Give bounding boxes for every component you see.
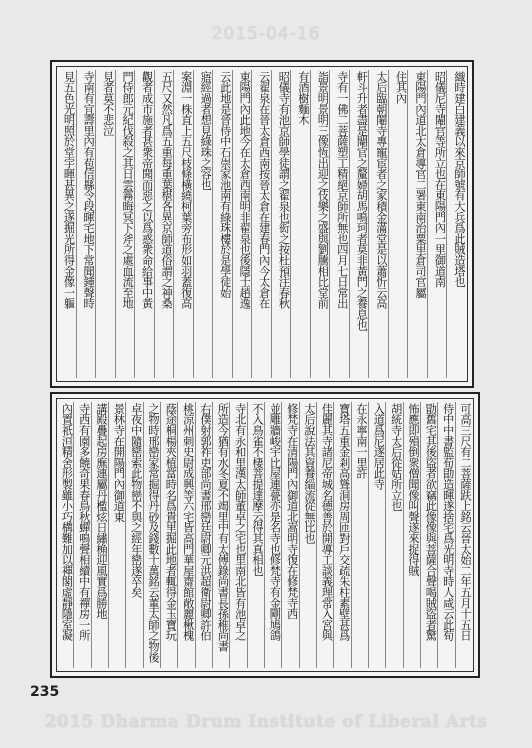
- text-column: 觀者成市施者甚衆帝聞而惡之以爲惑衆命給事中黃: [140, 71, 154, 309]
- text-column: 云此地是晉侍中石崇家池南有綠珠樓於是學徒始: [218, 71, 232, 298]
- text-column: 可高三尺有二菩薩趺上銘云晉太始二年五月十五日: [459, 403, 472, 641]
- text-column: 胡統寺太后從姑所立也: [389, 403, 403, 512]
- column-rule: [290, 70, 291, 378]
- column-rule: [316, 402, 317, 668]
- text-column: 在永寧南一里許: [355, 403, 368, 479]
- column-rule: [403, 402, 404, 668]
- column-rule: [437, 402, 438, 668]
- text-column: 之物時邢巒家常掘得丹砂及錢數十萬銘云董太師之物後: [147, 403, 160, 663]
- column-rule: [368, 402, 369, 668]
- bottom-text-panel: [50, 392, 480, 678]
- column-rule: [108, 402, 109, 668]
- column-rule: [154, 70, 155, 378]
- text-column: 入道爲尼遂居此寺: [372, 403, 386, 490]
- column-rule: [446, 70, 447, 378]
- text-column: 寺有一佛二菩薩塑工精絕京師所無也四月七日常出: [335, 71, 349, 309]
- text-column: 右僕射郭祚吏部尚書邢巒廷尉卿元洪超衛尉卿許伯: [199, 403, 212, 641]
- column-rule: [427, 70, 428, 378]
- column-rule: [212, 70, 213, 378]
- column-rule: [115, 70, 116, 378]
- text-column: 講殿疊起房廡連屬丹檻炫日繡桷迎風實爲勝地: [95, 403, 108, 620]
- column-rule: [455, 402, 456, 668]
- column-rule: [351, 402, 352, 668]
- top-panel-inner-border: [56, 66, 468, 382]
- text-column: 寶塔五重金剎高聳洞房周匝對戶交疏朱柱素壁甚爲: [337, 403, 351, 641]
- column-rule: [281, 402, 282, 668]
- text-column: 侍中中書監荀勖造暉遂捨宅爲光明寺時人咸云此荀: [441, 403, 455, 641]
- column-rule: [143, 402, 144, 668]
- text-column: 修梵寺在清陽門內御道北嵩明寺復在修梵寺西: [285, 403, 299, 620]
- text-column: 昭儀寺有池京師學徒謂之翟泉也衒之按杜預注春秋: [277, 71, 291, 309]
- text-column: 織時建白建義以來京師號有大兵爲此賊造塔也: [453, 71, 466, 288]
- text-column: 太后臨朝閹寺專寵宦者之家積金滿堂是以蕭忻云高: [374, 71, 388, 309]
- column-rule: [91, 402, 92, 668]
- column-rule: [329, 70, 330, 378]
- column-rule: [134, 70, 135, 378]
- bottom-panel-inner-border: [56, 398, 474, 672]
- text-column: 軒斗升者盡是閹官之釐婦胡馬鳴珂者莫非黃門之養息也: [355, 71, 369, 331]
- text-column: 佳麗其寺諸尼帝城名德善於開導工談義理常入宮與: [320, 403, 334, 641]
- text-column: 勖舊宅其後盜者欲竊此像像與菩薩合聲喝賊盜者驚: [424, 403, 438, 641]
- text-column: 所造今猶有水冬夏不竭里中有太傅錄尚書長孫稚尚書: [216, 403, 230, 652]
- watermark-footer: 2015 Dharma Drum Institute of Liberal Arts: [44, 712, 488, 732]
- column-rule: [73, 402, 74, 668]
- column-rule: [310, 70, 311, 378]
- column-rule: [193, 70, 194, 378]
- text-column: 云翟泉在晉太倉西南按晉太倉在建春門內今太倉在: [257, 71, 271, 309]
- column-rule: [299, 402, 300, 668]
- column-rule: [247, 402, 248, 668]
- text-column: 並雕牆峻宇比屋連甍亦是名寺也修梵寺有金剛鳩鴿: [268, 403, 282, 641]
- text-column: 蔭途桐楊夾植當時名爲貴里掘此地者輒得金玉寶玩: [164, 403, 178, 641]
- text-column: 見者莫不悲泣: [101, 71, 115, 136]
- column-rule: [160, 402, 161, 668]
- text-column: 寺西有園多饒奇果春鳥秋蟬鳴聲相續中有禪房一所: [77, 403, 91, 641]
- text-column: 寺南有宜壽里內有苞信縣令段暉宅地下常聞鍾聲時: [82, 71, 96, 309]
- column-rule: [76, 70, 77, 378]
- text-column: 東陽門內道北太倉導官二署東南治粟里倉司官屬: [413, 71, 427, 298]
- page-number: 235: [30, 684, 60, 700]
- column-rule: [420, 402, 421, 668]
- top-text-panel: [50, 60, 474, 388]
- column-rule: [229, 402, 230, 668]
- text-column: 內置祇洹精舍形製雖小巧構難加以禪閣虛靜隱室凝: [60, 403, 74, 641]
- text-column: 住其內: [394, 71, 408, 104]
- watermark-date: 2015-04-16: [211, 24, 321, 44]
- text-column: 見五色光明照於堂宇暉甚異之遂掘光所得金像一軀: [62, 71, 76, 309]
- text-column: 景林寺在開陽門內御道東: [112, 403, 126, 522]
- column-rule: [407, 70, 408, 378]
- column-rule: [212, 402, 213, 668]
- text-column: 昭儀尼寺閹官等所立也在東陽門內一里御道南: [433, 71, 447, 288]
- text-column: 東陽門內此地今在太倉西南明非翟泉也後隱士趙逸: [238, 71, 252, 309]
- column-rule: [349, 70, 350, 378]
- text-column: 詣景明景明三像恆出迎之伎樂之盛與劉騰相比堂前: [316, 71, 330, 309]
- text-column: 太后說法其資養緇流從無比也: [303, 403, 316, 544]
- column-rule: [333, 402, 334, 668]
- column-rule: [388, 70, 389, 378]
- column-rule: [125, 402, 126, 668]
- column-rule: [385, 402, 386, 668]
- text-column: 不入鳥雀不棲菩提達摩云得其真相也: [251, 403, 264, 576]
- column-rule: [173, 70, 174, 378]
- text-column: 五尺又然凡爲五重每重葉椹各異京師道俗謂之神桑: [160, 71, 174, 309]
- column-rule: [177, 402, 178, 668]
- text-column: 門侍郎元紀伐殺之其日雲霧晦冥下斧之處血流至地: [121, 71, 135, 309]
- column-rule: [264, 402, 265, 668]
- column-rule: [251, 70, 252, 378]
- text-column: 卓夜中隨巒索此物巒不與之經年巒遂卒矣: [129, 403, 143, 598]
- column-rule: [95, 70, 96, 378]
- column-rule: [271, 70, 272, 378]
- text-column: 怖應即殞倒衆僧聞像叫聲遂來捉得賊: [407, 403, 420, 576]
- text-column: 寺北有永和里漢太師董卓之宅也里南北皆有池卓之: [233, 403, 247, 641]
- column-rule: [195, 402, 196, 668]
- text-column: 桃涼州刺史尉成興等六宅皆高門華屋齋館敞麗楸槐: [181, 403, 195, 641]
- text-column: 有酒樹麵木: [296, 71, 310, 126]
- column-rule: [368, 70, 369, 378]
- text-column: 寤經過者想見綠珠之容也: [199, 71, 213, 190]
- column-rule: [232, 70, 233, 378]
- text-column: 案淵一株直上五尺枝條橫繞柯葉旁布形如羽蓋復高: [179, 71, 193, 309]
